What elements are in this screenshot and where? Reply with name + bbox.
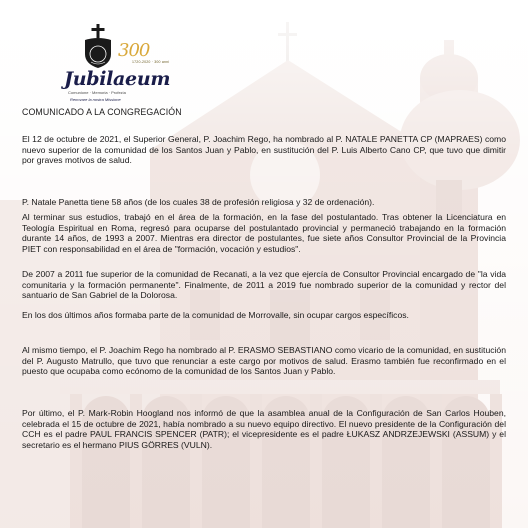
paragraph-age: P. Natale Panetta tiene 58 años (de los cuales 38 de profesión religiosa y 32 de ordenación). xyxy=(22,197,375,207)
logo-years-subtitle: 1720-2020 · 300 anni xyxy=(132,60,170,64)
jubilaeum-logo xyxy=(60,20,180,102)
paragraph-recanati: De 2007 a 2011 fue superior de la comunidad de Recanati, a la vez que ejercía de Consultor Provincial encargado de "la vida comunitaria y la formación permanente". Finalmente, de 2011 a 2019 fue nombrado superior de la comunidad y rector del santuario de San Gabriel de la Dolorosa. xyxy=(22,269,506,301)
logo-tagline: Comunione · Memoria · Profezia xyxy=(68,90,126,95)
paragraph-appointment-superior: El 12 de octubre de 2021, el Superior General, P. Joachim Rego, ha nombrado al P. NATALE PANETTA CP (MAPRAES) como nuevo superior de la comunidad de los Santos Juan y Pablo, en sustitución del P. Luis Alberto Cano CP, que tuvo que dimitir por graves motivos de salud. xyxy=(22,134,506,166)
logo-motto: Renovare la nostra Missione xyxy=(70,97,121,102)
paragraph-formation: Al terminar sus estudios, trabajó en el área de la formación, en la fase del postulantado. Tras obtener la Licenciatura en Teología Espiritual en Roma, regresó para ocuparse del postulantado provincial y permaneció trabajando en la formación durante 14 años, de 1993 a 2007. Mientras era director de postulantes, fue siete años Consultor Provincial de la Provincia PIET con responsabilidad en el área de "formación, vocación y estudios". xyxy=(22,212,506,254)
logo-wordmark: Jubilaeum xyxy=(64,68,171,90)
document-heading: COMUNICADO A LA CONGREGACIÓN xyxy=(22,107,182,117)
logo-years: 300 xyxy=(118,40,150,61)
paragraph-morrovalle: En los dos últimos años formaba parte de la comunidad de Morrovalle, sin ocupar cargos específicos. xyxy=(22,310,409,320)
paragraph-vicar: Al mismo tiempo, el P. Joachim Rego ha nombrado al P. ERASMO SEBASTIANO como vicario de la comunidad, en sustitución del P. Augusto Matrullo, que tuvo que renunciar a este cargo por motivos de salud. Erasmo también fue reconfirmado en el puesto que ocupaba como ecónomo de la comunidad de los Santos Juan y Pablo. xyxy=(22,345,506,377)
paragraph-configuration: Por último, el P. Mark-Robin Hoogland nos informó de que la asamblea anual de la Configuración de San Carlos Houben, celebrada el 15 de octubre de 2021, había nombrado a su nuevo equipo directivo. El nuevo presidente de la Configuración del CCH es el padre PAUL FRANCIS SPENCER (PATR); el vicepresidente es el padre ŁUKASZ ANDRZEJEWSKI (ASSUM) y el secretario es el hermano PIUS GÖRRES (VULN). xyxy=(22,408,506,450)
passionist-emblem-icon xyxy=(82,24,114,68)
